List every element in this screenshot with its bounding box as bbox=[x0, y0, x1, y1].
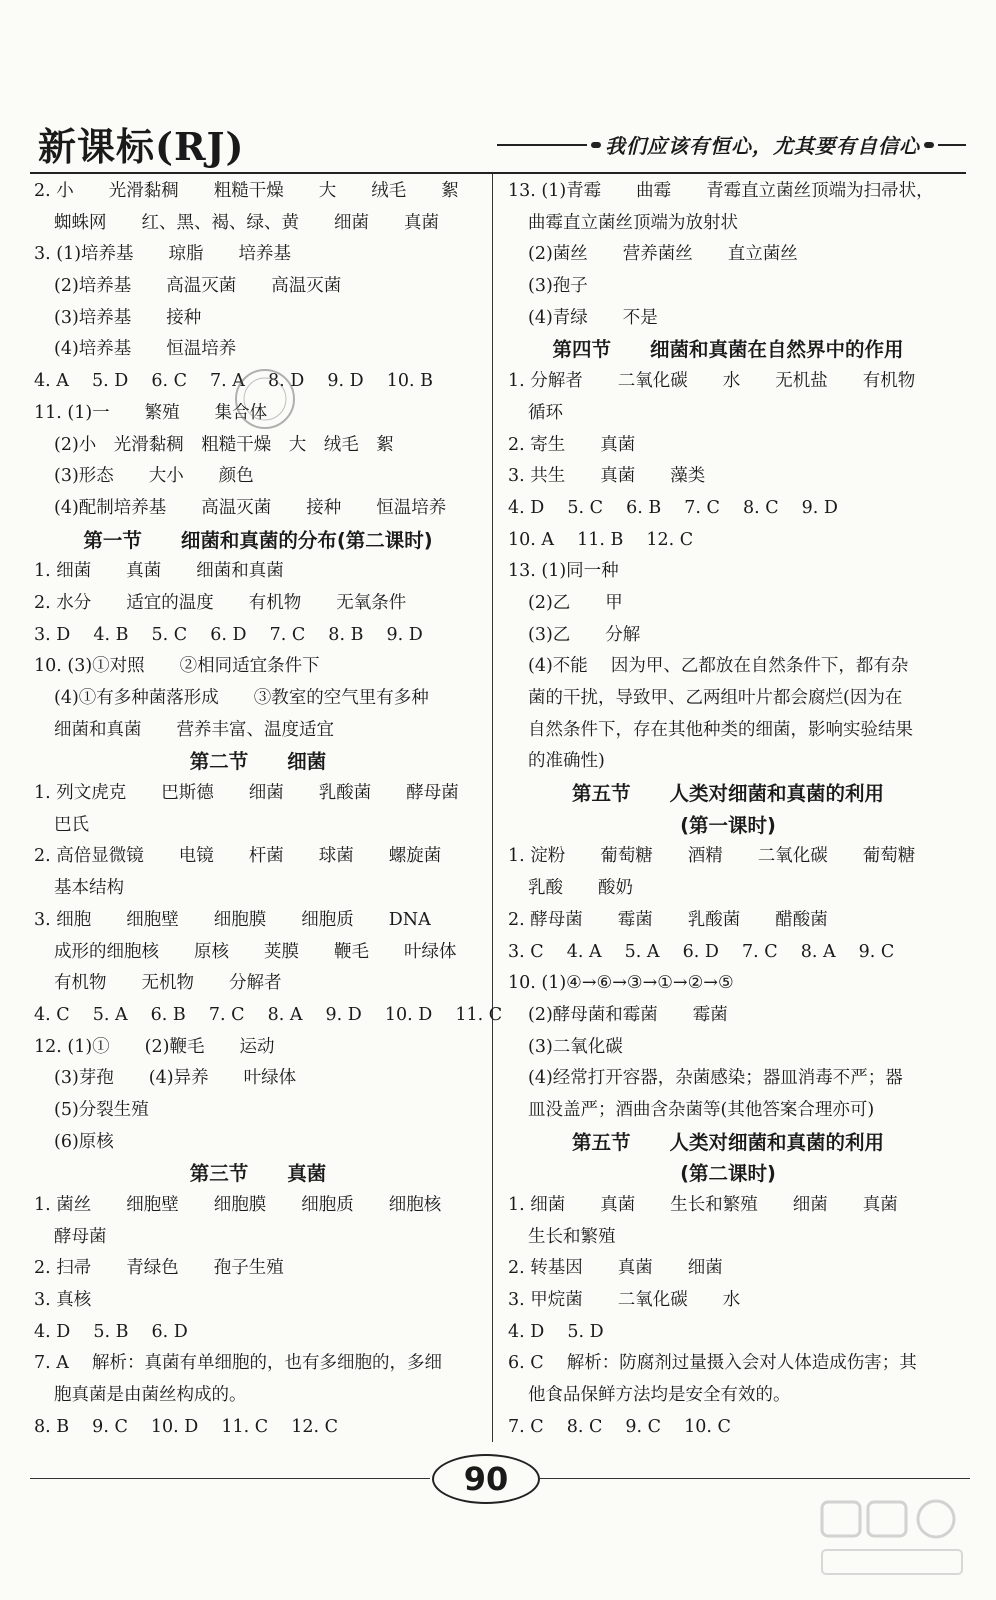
answer-line: 曲霉直立菌丝顶端为放射状 bbox=[528, 212, 738, 233]
answer-line: (4)青绿 不是 bbox=[528, 307, 658, 328]
section-heading: 第五节 人类对细菌和真菌的利用 bbox=[571, 782, 884, 806]
answer-line: (4)①有多种菌落形成 ③教室的空气里有多种 bbox=[54, 688, 429, 708]
section-heading: 第五节 人类对细菌和真菌的利用 bbox=[571, 1130, 884, 1154]
answer-line: 2. 寄生 真菌 bbox=[508, 434, 636, 455]
motto-dot-right bbox=[924, 142, 934, 148]
answer-line: (2)菌丝 营养菌丝 直立菌丝 bbox=[528, 244, 798, 265]
answer-line: 2. 高倍显微镜 电镜 杆菌 球菌 螺旋菌 bbox=[34, 846, 442, 867]
answer-line: 4. C 5. A 6. B 7. C 8. A 9. D 10. D 11. C bbox=[34, 1004, 503, 1025]
answer-line: (3)培养基 接种 bbox=[54, 307, 202, 328]
answer-line: 10. (1)④→⑥→③→①→②→⑤ bbox=[508, 973, 734, 994]
answer-line: 1. 分解者 二氧化碳 水 无机盐 有机物 bbox=[508, 371, 916, 392]
answer-line: (4)配制培养基 高温灭菌 接种 恒温培养 bbox=[54, 497, 447, 518]
stamp-icon bbox=[232, 366, 298, 432]
answer-line: 13. (1)同一种 bbox=[508, 561, 619, 582]
answer-line: 1. 细菌 真菌 细菌和真菌 bbox=[34, 561, 284, 582]
brand-title: 新课标(RJ) bbox=[38, 124, 245, 169]
answer-line: 3. 细胞 细胞壁 细胞膜 细胞质 DNA bbox=[34, 909, 431, 930]
answer-line: (6)原核 bbox=[54, 1131, 114, 1152]
answer-line: 2. 扫帚 青绿色 孢子生殖 bbox=[34, 1258, 284, 1279]
answer-line: 2. 转基因 真菌 细菌 bbox=[508, 1258, 723, 1279]
section-heading: 第三节 真菌 bbox=[189, 1162, 327, 1186]
answer-line: 2. 水分 适宜的温度 有机物 无氧条件 bbox=[34, 592, 407, 613]
answer-line: 1. 细菌 真菌 生长和繁殖 细菌 真菌 bbox=[508, 1195, 898, 1215]
answer-line: (2)酵母菌和霉菌 霉菌 bbox=[528, 1004, 728, 1025]
answer-line: 3. D 4. B 5. C 6. D 7. C 8. B 9. D bbox=[34, 624, 423, 645]
answer-line: 3. 真核 bbox=[34, 1290, 92, 1311]
answer-line: 有机物 无机物 分解者 bbox=[54, 973, 282, 994]
footer-rule-left bbox=[30, 1478, 430, 1479]
answer-line: 6. C 解析：防腐剂过量摄入会对人体造成伤害；其 bbox=[508, 1353, 917, 1374]
answer-line: (3)二氧化碳 bbox=[528, 1036, 623, 1057]
answer-line: 菌的干扰，导致甲、乙两组叶片都会腐烂(因为在 bbox=[528, 688, 903, 708]
motto-banner bbox=[497, 130, 966, 159]
section-heading: 第四节 细菌和真菌在自然界中的作用 bbox=[552, 338, 904, 362]
section-heading: 第一节 细菌和真菌的分布(第二课时) bbox=[83, 528, 433, 552]
column-divider bbox=[492, 174, 493, 1442]
answer-line: 12. (1)① (2)鞭毛 运动 bbox=[34, 1036, 275, 1057]
answer-line: (4)培养基 恒温培养 bbox=[54, 339, 237, 360]
answer-line: 3. C 4. A 5. A 6. D 7. C 8. A 9. C bbox=[508, 941, 895, 962]
answer-line: (5)分裂生殖 bbox=[54, 1099, 149, 1120]
answer-line: 10. A 11. B 12. C bbox=[508, 529, 694, 550]
answer-line: (3)乙 分解 bbox=[528, 624, 641, 645]
answer-line: 自然条件下，存在其他种类的细菌，影响实验结果 bbox=[528, 719, 913, 740]
answer-line: (4)经常打开容器，杂菌感染；器皿消毒不严；器 bbox=[528, 1068, 903, 1089]
answer-line: 10. (3)①对照 ②相同适宜条件下 bbox=[34, 656, 320, 677]
section-heading: (第二课时) bbox=[680, 1162, 776, 1186]
answer-line: 4. D 5. B 6. D bbox=[34, 1321, 188, 1342]
answer-line: (3)孢子 bbox=[528, 276, 588, 297]
section-heading: (第一课时) bbox=[680, 813, 776, 837]
page-header bbox=[30, 112, 966, 172]
answer-line: 1. 列文虎克 巴斯德 细菌 乳酸菌 酵母菌 bbox=[34, 783, 459, 804]
answer-line: (3)芽孢 (4)异养 叶绿体 bbox=[54, 1068, 297, 1089]
answer-line: 7. C 8. C 9. C 10. C bbox=[508, 1416, 731, 1437]
section-heading: 第二节 细菌 bbox=[189, 750, 327, 774]
answer-line: 巴氏 bbox=[54, 814, 89, 835]
answer-line: 1. 淀粉 葡萄糖 酒精 二氧化碳 葡萄糖 bbox=[508, 846, 916, 867]
answer-line: (4)不能 因为甲、乙都放在自然条件下，都有杂 bbox=[528, 656, 909, 677]
answer-line: 皿没盖严；酒曲含杂菌等(其他答案合理亦可) bbox=[528, 1099, 875, 1120]
answer-line: 4. D 5. D bbox=[508, 1321, 604, 1342]
answer-line: 酵母菌 bbox=[54, 1226, 107, 1247]
motto-dot-left bbox=[591, 142, 601, 148]
answer-line: 8. B 9. C 10. D 11. C 12. C bbox=[34, 1416, 339, 1437]
answer-line: 3. (1)培养基 琼脂 培养基 bbox=[34, 244, 292, 265]
answer-line: 11. (1)一 繁殖 集合体 bbox=[34, 402, 268, 423]
answer-line: 2. 酵母菌 霉菌 乳酸菌 醋酸菌 bbox=[508, 909, 828, 930]
answer-line: 3. 共生 真菌 藻类 bbox=[508, 466, 706, 487]
answer-line: 3. 甲烷菌 二氧化碳 水 bbox=[508, 1290, 741, 1311]
answer-line: 细菌和真菌 营养丰富、温度适宜 bbox=[54, 719, 334, 740]
answer-line: 他食品保鲜方法均是安全有效的。 bbox=[528, 1385, 791, 1406]
answer-line: 乳酸 酸奶 bbox=[528, 878, 633, 899]
answer-line: 胞真菌是由菌丝构成的。 bbox=[54, 1385, 247, 1406]
answer-line: 4. D 5. C 6. B 7. C 8. C 9. D bbox=[508, 497, 838, 518]
answer-line: (2)小 光滑黏稠 粗糙干燥 大 绒毛 絮 bbox=[54, 434, 394, 455]
answer-line: (2)乙 甲 bbox=[528, 592, 623, 613]
answer-line: 7. A 解析：真菌有单细胞的，也有多细胞的，多细 bbox=[34, 1353, 442, 1374]
answer-line: 13. (1)青霉 曲霉 青霉直立菌丝顶端为扫帚状， bbox=[508, 181, 934, 201]
answer-line: 4. A 5. D 6. C 7. A 8. D 9. D 10. B bbox=[34, 371, 433, 392]
answer-line: 1. 菌丝 细胞壁 细胞膜 细胞质 细胞核 bbox=[34, 1195, 442, 1215]
answer-line: 的准确性) bbox=[528, 751, 605, 772]
answer-line: 生长和繁殖 bbox=[528, 1226, 616, 1247]
motto-rule-right bbox=[938, 144, 966, 146]
footer-rule-right bbox=[540, 1478, 970, 1479]
answer-line: 蜘蛛网 红、黑、褐、绿、黄 细菌 真菌 bbox=[54, 212, 439, 233]
right-column bbox=[508, 176, 948, 1444]
answer-line: 成形的细胞核 原核 荚膜 鞭毛 叶绿体 bbox=[54, 941, 457, 962]
page-number: 90 bbox=[432, 1454, 540, 1504]
answer-line: (3)形态 大小 颜色 bbox=[54, 466, 254, 487]
watermark-logo-icon bbox=[818, 1494, 968, 1584]
answer-line: 循环 bbox=[528, 402, 563, 423]
motto-text: 我们应该有恒心，尤其要有自信心 bbox=[605, 134, 920, 158]
answer-line: (2)培养基 高温灭菌 高温灭菌 bbox=[54, 276, 342, 297]
motto-rule-left bbox=[497, 144, 587, 146]
header-rule bbox=[30, 172, 966, 174]
answer-line: 基本结构 bbox=[54, 878, 124, 899]
answer-line: 2. 小 光滑黏稠 粗糙干燥 大 绒毛 絮 bbox=[34, 181, 459, 201]
